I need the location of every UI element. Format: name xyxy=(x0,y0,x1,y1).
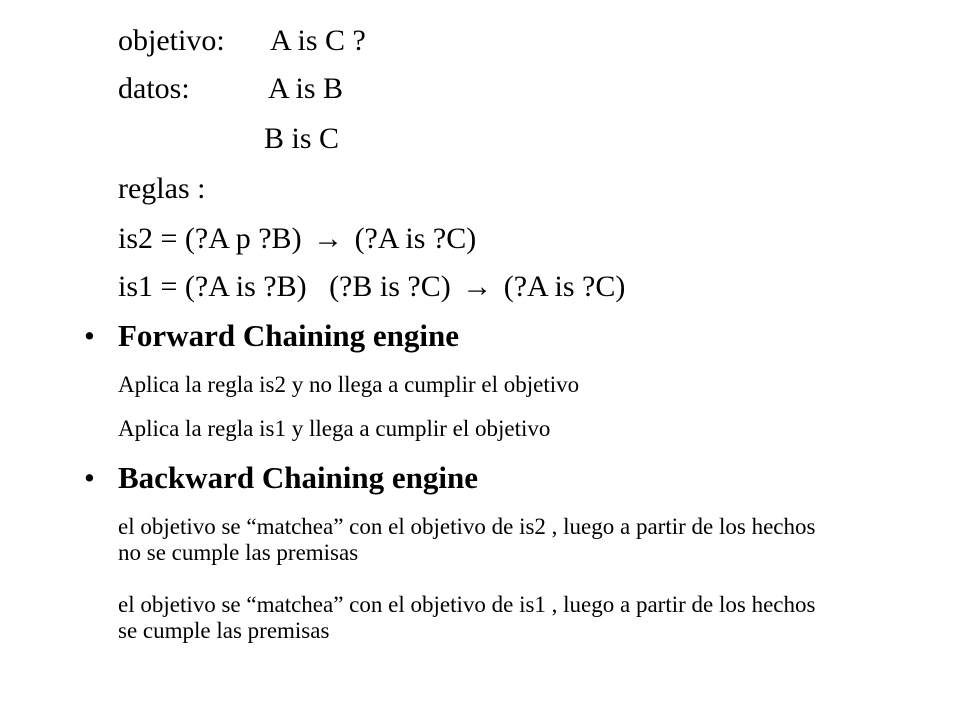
implies-arrow-icon: → xyxy=(462,270,493,303)
datos-fact-1: A is B xyxy=(268,72,344,105)
rule-is2 xyxy=(118,224,476,254)
reglas-label: reglas : xyxy=(118,172,206,205)
backward-heading: Backward Chaining engine xyxy=(118,460,479,495)
forward-item-2: Aplica la regla is1 y llega a cumplir el objetivo xyxy=(118,416,551,441)
rule-is1-rhs: (?A is ?C) xyxy=(503,270,626,303)
objetivo-value: A is C ? xyxy=(270,24,366,57)
rule-is2-rhs: (?A is ?C) xyxy=(354,222,477,255)
implies-arrow-icon: → xyxy=(313,222,344,255)
bullet-icon: • xyxy=(84,318,95,353)
datos-fact-2: B is C xyxy=(264,122,340,155)
datos-label: datos: xyxy=(118,72,190,105)
backward-item-1: el objetivo se “matchea” con el objetivo de is2 , luego a partir de los hechos no se cumple las premisas xyxy=(118,514,816,566)
objetivo-label: objetivo: xyxy=(118,24,225,57)
forward-item-1: Aplica la regla is2 y no llega a cumplir el objetivo xyxy=(118,372,580,397)
rule-is1 xyxy=(118,272,625,302)
backward-item-2: el objetivo se “matchea” con el objetivo de is1 , luego a partir de los hechos se cumple las premisas xyxy=(118,592,816,644)
bullet-icon: • xyxy=(84,460,95,495)
rule-is1-lhs: is1 = (?A is ?B) (?B is ?C) xyxy=(118,270,451,303)
forward-heading: Forward Chaining engine xyxy=(118,318,460,353)
rule-is2-lhs: is2 = (?A p ?B) xyxy=(118,222,302,255)
